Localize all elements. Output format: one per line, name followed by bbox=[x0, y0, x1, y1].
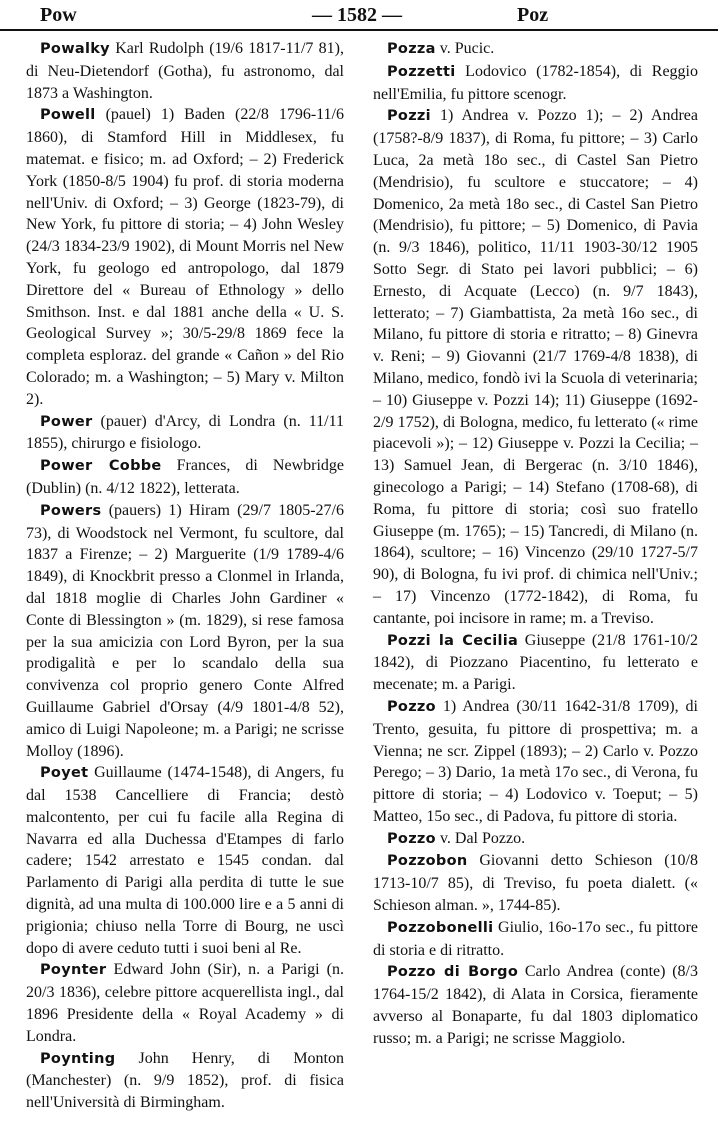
entry-text: Frances, di Newbridge (Dublin) (n. 4/12 1822), letterata. bbox=[26, 457, 344, 497]
left-column bbox=[26, 38, 344, 1114]
entry-headword: Power bbox=[40, 413, 93, 430]
entry bbox=[373, 61, 698, 106]
header-left-keyword: Pow bbox=[40, 4, 77, 26]
page-number: — 1582 — bbox=[312, 4, 402, 26]
page-header bbox=[0, 0, 718, 30]
entry-text: 1) Andrea (30/11 1642-31/8 1709), di Trento, gesuita, fu pittore di prospettiva; m. a Vienna; ne scr. Zippel (1893); – 2) Carlo v. Pozzo Perego; – 3) Dario, 1a metà 17o sec., di Verona, fu pittore di storia; – 4) Lodovico v. Toeput; – 5) Matteo, 15o sec., di Padova, fu pittore di storia. bbox=[373, 697, 698, 825]
right-column bbox=[373, 38, 698, 1050]
entry-text: (pauel) 1) Baden (22/8 1796-11/6 1860), di Stamford Hill in Middlesex, fu matemat. e fisico; m. ad Oxford; – 2) Frederick York (1850-8/5 1904) fu prof. di storia moderna nell'Univ. di Oxford; – 3) George (1823-79), di New York, fu pittore di storia; – 4) John Wesley (24/3 1834-23/9 1902), di Mount Morris nel New York, fu geologo ed antropologo, dal 1879 Direttore del « Bureau of Ethnology » dello Smithson. Inst. e dal 1881 anche della « U. S. Geological Survey »; 30/5-29/8 1869 fece la completa esploraz. del grande « Cañon » del Rio Colorado; m. a Washington; – 5) Mary v. Milton 2). bbox=[26, 106, 344, 408]
entry bbox=[373, 630, 698, 696]
entry-headword: Pozzobonelli bbox=[387, 919, 494, 936]
entry-text: Karl Rudolph (19/6 1817-11/7 81), di Neu-Dietendorf (Gotha), fu astronomo, dal 1873 a Washington. bbox=[26, 40, 345, 102]
entry-headword: Pozzi la Cecilia bbox=[387, 632, 519, 649]
entry-text: Carlo Andrea (conte) (8/3 1764-15/2 1842), di Alata in Corsica, fieramente avverso al Bonaparte, fu dal 1803 diplomatico russo; m. a Parigi; ne scrisse Maggiolo. bbox=[373, 963, 698, 1047]
entry-text: Giuseppe (21/8 1761-10/2 1842), di Piozzano Piacentino, fu letterato e mecenate; m. a Parigi. bbox=[373, 631, 699, 694]
entry-headword: Powell bbox=[40, 107, 96, 124]
entry bbox=[26, 500, 344, 763]
entry bbox=[26, 104, 344, 410]
entry-headword: Pozzi bbox=[387, 108, 431, 125]
entry-text: (pauer) d'Arcy, di Londra (n. 11/11 1855), chirurgo e fisiologo. bbox=[26, 412, 345, 453]
entry-headword: Pozzo bbox=[387, 830, 436, 847]
entry bbox=[26, 38, 344, 104]
entry-text: Lodovico (1782-1854), di Reggio nell'Emilia, fu pittore scenogr. bbox=[373, 62, 699, 103]
entry bbox=[373, 961, 698, 1049]
entry-headword: Powalky bbox=[40, 41, 110, 57]
entry bbox=[26, 455, 344, 500]
entry bbox=[26, 411, 344, 456]
entry bbox=[373, 828, 698, 851]
entry-headword: Pozzobon bbox=[387, 853, 468, 870]
header-rule bbox=[0, 29, 718, 31]
header-right-keyword: Poz bbox=[517, 4, 549, 26]
entry-text: Edward John (Sir), n. a Parigi (n. 20/3 1836), celebre pittore acquerellista ingl., dal 1896 Presidente della « Royal Academy » di Londra. bbox=[26, 961, 344, 1045]
entry-headword: Power Cobbe bbox=[40, 458, 162, 475]
entry-headword: Powers bbox=[40, 502, 102, 519]
entry-text: Giovanni detto Schieson (10/8 1713-10/7 85), di Treviso, fu poeta dialett. (« Schieson alman. », 1744-85). bbox=[373, 852, 698, 915]
entry bbox=[373, 105, 698, 629]
entry-text: Giulio, 16o-17o sec., fu pittore di storia e di ritratto. bbox=[373, 918, 698, 959]
entry-text: Guillaume (1474-1548), di Angers, fu dal 1538 Cancelliere di Francia; destò malcontento, per cui fu facile alla Regina di Navarra ed alla Duchessa d'Etampes di farlo cadere; 1542 arrestato e 1545 condan. dal Parlamento di Parigi alla perdita di tutte le sue dignità, ad una multa di 100.000 lire e a 5 anni di prigionia; chiuso nella Torre di Bourg, ne uscì dopo di avere ceduto tutti i suoi beni al Re. bbox=[26, 764, 344, 957]
entry-text: v. Dal Pozzo. bbox=[439, 829, 526, 847]
entry-text: 1) Andrea v. Pozzo 1); – 2) Andrea (1758?-8/9 1837), di Roma, fu pittore; – 3) Carlo Luca, 2a metà 18o sec., di Castel San Pietro (Mendrisio), fu scultore e stuccatore; – 4) Domenico, 2a metà 18o sec., di Castel San Pietro (Mendrisio), fu pittore; – 5) Domenico, di Pavia (n. 9/3 1846), politico, 11/11 1903-30/12 1905 Sotto Segr. di Stato pei lavori pubblici; – 6) Ernesto, di Acquate (Lecco) (n. 9/7 1843), letterato; – 7) Giambattista, 2a metà 16o sec., di Milano, fu pittore di storia e ritratto; – 8) Ginevra v. Reni; – 9) Giovanni (21/7 1769-4/8 1838), di Milano, medico, fondò ivi la Scuola di veterinaria; – 10) Giuseppe v. Pozzi 14); 11) Giuseppe (1692-2/9 1752), di Bologna, medico, fu letterato (« rime piacevoli »); – 12) Giuseppe v. Pozzi la Cecilia; – 13) Samuel Jean, di Bergerac (n. 3/10 1846), ginecologo a Parigi; – 14) Stefano (1708-68), di Roma, fu pittore di storia; così suo fratello Giuseppe (m. 1765); – 15) Tancredi, di Milano (n. 1864), scultore; – 16) Vincenzo (29/10 1727-5/7 90), di Bologna, fu ivi prof. di chimica nell'Univ.; – 17) Vincenzo (1772-1842), di Roma, fu cantante, poi incisore in rame; m. a Treviso. bbox=[373, 107, 699, 627]
entry bbox=[373, 917, 698, 962]
entry bbox=[373, 696, 698, 828]
entry bbox=[26, 762, 344, 959]
entry bbox=[373, 38, 698, 61]
entry-headword: Pozzo di Borgo bbox=[387, 964, 519, 981]
entry bbox=[26, 1048, 344, 1114]
entry-headword: Poynter bbox=[40, 962, 107, 979]
entry-headword: Poyet bbox=[40, 765, 89, 782]
entry-headword: Poynting bbox=[40, 1050, 116, 1067]
entry-text: John Henry, di Monton (Manchester) (n. 9/9 1852), prof. di fisica nell'Università di Birmingham. bbox=[26, 1049, 345, 1112]
entry-headword: Pozzetti bbox=[387, 63, 456, 80]
entry-headword: Pozzo bbox=[387, 698, 436, 715]
entry-headword: Pozza bbox=[387, 41, 436, 57]
entry bbox=[26, 959, 344, 1047]
entry-text: (pauers) 1) Hiram (29/7 1805-27/6 73), di Woodstock nel Vermont, fu scultore, dal 1837 a Firenze; – 2) Marguerite (1/9 1789-4/6 1849), di Knockbrit presso a Clonmel in Irlanda, dal 1818 moglie di Charles John Gardiner « Conte di Blessington » (m. 1829), si rese famosa per la sua amicizia con Lord Byron, per la sua prodigalità e per lo scandalo della sua convivenza col proprio genero Conte Alfred Guillaume Gabriel d'Orsay (4/9 1801-4/8 52), amico di Luigi Napoleone; m. a Parigi; ne scrisse Molloy (1896). bbox=[26, 501, 345, 760]
entry bbox=[373, 850, 698, 916]
entry-text: v. Pucic. bbox=[439, 40, 495, 57]
